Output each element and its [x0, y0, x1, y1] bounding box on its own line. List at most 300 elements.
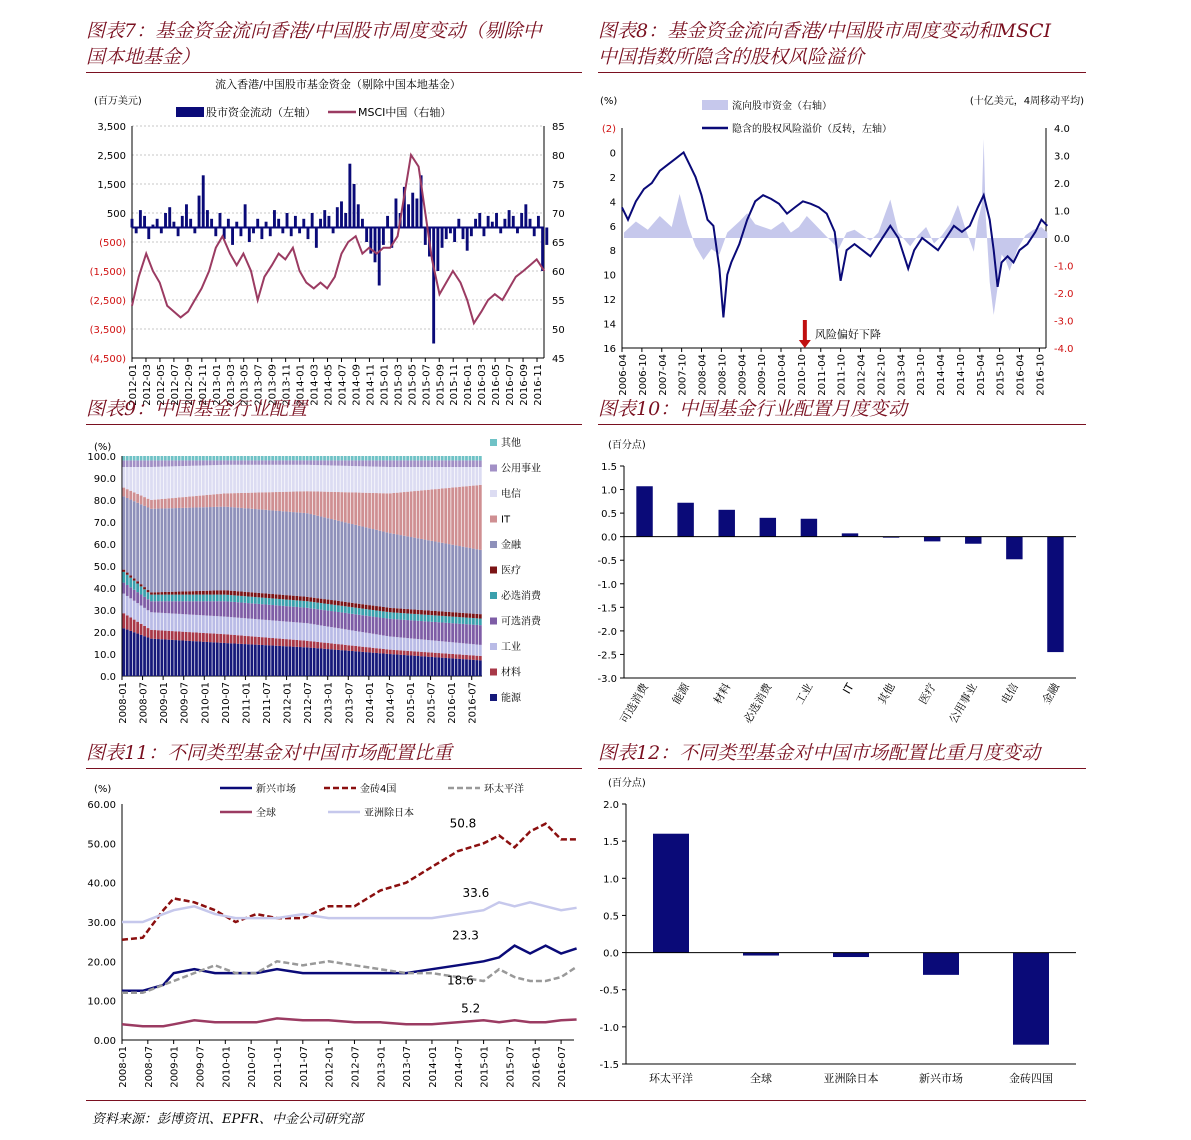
fig9-bar-84-0	[413, 656, 416, 676]
fig9-bar-52-2	[302, 623, 305, 641]
fig9-bar-78-8	[392, 467, 395, 493]
fig9-bar-47-2	[285, 622, 288, 640]
fig9-bar-49-2	[292, 622, 295, 640]
fig9-bar-54-8	[309, 465, 312, 491]
fig9-bar-33-3	[237, 602, 240, 617]
fig9-bar-29-3	[223, 601, 226, 616]
fig9-bar-6-3	[143, 597, 146, 608]
fig9-bar-54-10	[309, 456, 312, 460]
fig9-bar-50-9	[295, 460, 298, 464]
fig9-bar-43-9	[271, 460, 274, 464]
fig7-flow-bar-70	[424, 228, 427, 245]
fig9-bar-26-5	[212, 591, 215, 595]
fig9-bar-4-4	[136, 583, 139, 592]
fig9-bar-34-3	[240, 603, 243, 618]
fig9-bar-101-7	[472, 486, 475, 549]
fig11-xlabel-13: 2014-07	[453, 1046, 465, 1088]
fig10-ylabel-1: 1.0	[601, 485, 617, 497]
fig9-bar-61-4	[334, 605, 337, 612]
fig11-legend-label-3: 全球	[256, 808, 276, 819]
fig9-bar-38-4	[254, 597, 257, 604]
fig9-bar-71-4	[368, 610, 371, 617]
fig9-bar-73-5	[375, 606, 378, 610]
fig9-bar-30-4	[226, 595, 229, 602]
fig9-bar-23-7	[202, 495, 205, 507]
fig9-bar-23-9	[202, 460, 205, 465]
fig9-bar-41-7	[264, 492, 267, 510]
fig9-bar-2-6	[129, 500, 132, 576]
fig9-bar-57-10	[320, 456, 323, 460]
fig9-bar-87-3	[424, 621, 427, 639]
fig11-xlabel-15: 2015-07	[505, 1046, 517, 1088]
fig9-bar-14-8	[171, 466, 174, 498]
fig9-bar-33-1	[237, 635, 240, 643]
fig11-xlabel-14: 2015-01	[479, 1046, 491, 1088]
fig7-flow-bar-27	[244, 204, 247, 227]
fig9-bar-100-6	[469, 548, 472, 613]
fig9-bar-80-9	[399, 460, 402, 467]
fig9-bar-33-6	[237, 508, 240, 592]
fig11-value-label-0: 50.8	[449, 816, 477, 831]
fig9-bar-97-7	[458, 487, 461, 546]
fig9-bar-3-0	[133, 632, 136, 676]
fig9-bar-3-3	[133, 590, 136, 601]
fig9-bar-65-1	[347, 645, 350, 650]
fig11-xlabel-7: 2011-07	[298, 1046, 310, 1088]
fig9-bar-9-0	[154, 639, 157, 676]
fig9-bar-47-10	[285, 456, 288, 460]
fig9-bar-37-4	[250, 597, 253, 604]
fig9-bar-64-4	[344, 606, 347, 613]
fig9-bar-29-7	[223, 493, 226, 506]
fig9-bar-35-2	[244, 618, 247, 636]
fig9-legend-swatch-2	[490, 490, 497, 497]
fig9-bar-36-6	[247, 508, 250, 592]
fig9-bar-34-8	[240, 465, 243, 493]
fig9-bar-21-2	[195, 615, 198, 633]
fig9-bar-39-7	[257, 492, 260, 509]
fig9-xlabel-6: 2011-01	[241, 682, 253, 724]
fig9-bar-12-2	[164, 613, 167, 631]
fig9-bar-58-4	[323, 604, 326, 611]
fig9-bar-1-7	[126, 489, 129, 498]
fig9-bar-19-10	[188, 456, 191, 460]
fig9-bar-11-4	[160, 595, 163, 602]
fig9-bar-61-8	[334, 466, 337, 492]
fig9-bar-55-3	[313, 609, 316, 625]
fig9-bar-56-10	[316, 456, 319, 460]
fig9-bar-28-2	[219, 616, 222, 634]
fig7-xlabel-22: 2015-09	[435, 364, 447, 406]
fig9-bar-86-0	[420, 656, 423, 676]
fig9-bar-91-8	[437, 467, 440, 489]
fig11-legend-label-2: 环太平洋	[484, 784, 524, 795]
fig9-bar-21-3	[195, 601, 198, 615]
fig9-bar-25-1	[209, 633, 212, 642]
fig9-bar-2-7	[129, 491, 132, 500]
fig7-ylabel-left-7: (3,500)	[89, 325, 126, 336]
fig9-bar-50-4	[295, 600, 298, 607]
fig9-ylabel-4: 40.0	[93, 584, 116, 595]
fig9-bar-58-1	[323, 643, 326, 649]
fig9-bar-72-8	[372, 467, 375, 493]
fig9-bar-52-9	[302, 460, 305, 464]
fig9-bar-51-8	[299, 465, 302, 492]
fig9-bar-44-4	[275, 599, 278, 606]
fig7-flow-bar-20	[214, 228, 217, 237]
fig9-bar-46-1	[282, 639, 285, 646]
fig9-bar-75-4	[382, 611, 385, 618]
fig12-ylabel-3: 0.5	[603, 911, 619, 923]
fig9-bar-99-4	[465, 618, 468, 625]
fig9-bar-48-9	[289, 460, 292, 464]
fig9-bar-92-0	[441, 658, 444, 676]
fig7-flow-bar-34	[273, 210, 276, 227]
fig9-bar-11-6	[160, 508, 163, 592]
fig9-bar-75-3	[382, 618, 385, 635]
fig9-bar-70-7	[365, 493, 368, 528]
fig9-bar-48-8	[289, 465, 292, 492]
fig9-bar-18-2	[185, 614, 188, 632]
fig9-bar-75-1	[382, 649, 385, 654]
fig7-flow-bar-85	[487, 216, 490, 228]
fig9-bar-43-5	[271, 594, 274, 598]
fig10-ylabel-0: 1.5	[601, 462, 617, 473]
fig9-bar-0-5	[122, 570, 125, 572]
fig9-bar-15-0	[174, 640, 177, 676]
fig9-bar-61-5	[334, 601, 337, 605]
fig9-bar-93-6	[444, 543, 447, 611]
fig9-ylabel-9: 90.0	[93, 474, 116, 485]
fig9-bar-8-5	[150, 592, 153, 594]
fig9-bar-68-2	[358, 632, 361, 647]
fig9-bar-11-9	[160, 460, 163, 466]
fig9-bar-78-0	[392, 654, 395, 676]
fig9-bar-29-10	[223, 456, 226, 460]
fig9-bar-31-10	[230, 456, 233, 460]
fig9-bar-46-6	[282, 511, 285, 595]
fig9-bar-9-3	[154, 601, 157, 612]
fig9-bar-30-10	[226, 456, 229, 460]
fig9-bar-4-0	[136, 634, 139, 676]
fig9-bar-85-3	[417, 621, 420, 639]
fig9-bar-48-10	[289, 456, 292, 460]
fig9-bar-36-7	[247, 493, 250, 509]
fig9-bar-14-3	[171, 601, 174, 613]
fig7-flow-bar-49	[336, 207, 339, 227]
fig9-bar-80-6	[399, 535, 402, 608]
fig9-bar-22-9	[199, 460, 202, 465]
fig9-bar-70-6	[365, 527, 368, 604]
fig9-bar-12-9	[164, 460, 167, 466]
fig9-bar-91-4	[437, 616, 440, 623]
fig9-bar-78-2	[392, 637, 395, 650]
fig9-bar-21-10	[195, 456, 198, 460]
fig7-ylabel-right-6: 55	[552, 296, 565, 307]
fig9-bar-100-1	[469, 655, 472, 659]
fig9-bar-2-5	[129, 575, 132, 577]
fig7-xlabel-28: 2016-09	[519, 364, 531, 406]
fig7-ylabel-left-3: 500	[106, 209, 126, 220]
fig9-bar-85-5	[417, 610, 420, 614]
fig9-bar-17-8	[181, 466, 184, 497]
fig11-xlabel-2: 2009-01	[169, 1046, 181, 1088]
fig9-bar-32-2	[233, 617, 236, 635]
fig9-bar-15-4	[174, 595, 177, 602]
fig7-ylabel-right-2: 75	[552, 180, 565, 191]
fig9-bar-57-2	[320, 625, 323, 642]
fig9-xlabel-5: 2010-07	[220, 682, 232, 724]
fig9-bar-18-3	[185, 601, 188, 614]
fig9-bar-49-1	[292, 640, 295, 647]
fig9-legend-swatch-1	[490, 465, 497, 472]
fig9-bar-28-7	[219, 494, 222, 507]
fig9-legend-label-5: 医疗	[501, 565, 521, 577]
fig9-bar-69-10	[361, 456, 364, 460]
fig9-bar-92-5	[441, 611, 444, 615]
fig9-bar-0-0	[122, 628, 125, 676]
fig9-bar-54-1	[309, 641, 312, 648]
fig9-bar-52-7	[302, 491, 305, 513]
fig9-bar-72-3	[372, 617, 375, 634]
fig7-flow-bar-96	[533, 228, 536, 237]
fig7-flow-bar-91	[512, 216, 515, 228]
fig9-bar-8-2	[150, 612, 153, 630]
fig9-bar-49-6	[292, 512, 295, 596]
fig9-bar-50-1	[295, 640, 298, 647]
fig9-bar-85-2	[417, 639, 420, 652]
fig9-bar-16-2	[178, 614, 181, 632]
fig10-ylabel-8: -2.5	[597, 650, 617, 662]
fig9-bar-30-8	[226, 465, 229, 494]
fig8-ylabel-left-9: 16	[603, 344, 616, 355]
fig9-bar-69-3	[361, 615, 364, 632]
fig9-bar-91-10	[437, 456, 440, 460]
fig8-xlabel-12: 2012-04	[856, 354, 868, 396]
fig8-ylabel-right-6: -2.0	[1054, 289, 1074, 300]
fig9-bar-27-1	[216, 634, 219, 643]
fig9-bar-29-8	[223, 465, 226, 494]
fig12-ylabel-2: 1.0	[603, 874, 619, 886]
fig9-bar-12-0	[164, 639, 167, 676]
fig9-bar-35-8	[244, 465, 247, 493]
fig9-bar-0-7	[122, 488, 125, 497]
fig9-bar-5-8	[140, 467, 143, 496]
fig9-bar-8-10	[150, 456, 153, 460]
fig7-ylabel-left-0: 3,500	[97, 122, 126, 133]
fig9-bar-89-3	[430, 622, 433, 641]
fig9-bar-76-0	[385, 654, 388, 676]
fig9-bar-99-0	[465, 659, 468, 676]
fig9-bar-33-2	[237, 618, 240, 636]
fig9-bar-48-6	[289, 512, 292, 596]
fig9-bar-100-7	[469, 486, 472, 548]
fig12-bar-3	[923, 953, 959, 975]
fig9-bar-17-1	[181, 632, 184, 641]
fig9-bar-67-5	[354, 603, 357, 607]
fig9-bar-14-4	[171, 595, 174, 602]
fig9-ylabel-7: 70.0	[93, 518, 116, 529]
fig9-bar-61-1	[334, 644, 337, 650]
fig8-left-unit: (%)	[600, 96, 618, 107]
fig9-bar-30-9	[226, 460, 229, 464]
fig9-bar-13-5	[167, 592, 170, 595]
fig9-bar-74-1	[379, 649, 382, 654]
fig9-bar-59-3	[327, 611, 330, 627]
fig9-bar-102-6	[475, 549, 478, 614]
fig9-bar-81-6	[403, 536, 406, 609]
fig7-ylabel-left-8: (4,500)	[89, 354, 126, 365]
fig8-ylabel-left-7: 12	[603, 295, 616, 307]
fig9-bar-46-0	[282, 646, 285, 676]
fig9-bar-45-3	[278, 606, 281, 621]
fig9-bar-75-7	[382, 493, 385, 531]
fig9-bar-7-0	[147, 638, 150, 676]
fig9-legend-label-3: IT	[501, 514, 511, 526]
fig9-bar-16-5	[178, 592, 181, 595]
fig10-xlabel-6: 其他	[875, 681, 898, 707]
fig9-bar-82-4	[406, 613, 409, 620]
fig9-bar-23-1	[202, 633, 205, 642]
fig9-bar-60-0	[330, 649, 333, 676]
fig9-bar-84-10	[413, 456, 416, 460]
fig9-bar-27-8	[216, 465, 219, 494]
fig9-bar-8-0	[150, 639, 153, 676]
fig9-bar-82-3	[406, 620, 409, 638]
fig9-bar-20-3	[192, 601, 195, 615]
fig9-bar-58-5	[323, 599, 326, 603]
fig9-bar-26-8	[212, 465, 215, 494]
fig9-bar-62-5	[337, 601, 340, 605]
fig9-bar-55-4	[313, 602, 316, 609]
fig9-bar-98-3	[462, 624, 465, 643]
fig9-bar-86-6	[420, 539, 423, 610]
fig7-flow-bar-72	[432, 228, 435, 344]
fig9-bar-83-1	[410, 651, 413, 655]
fig9-bar-66-1	[351, 646, 354, 651]
fig9-bar-96-3	[455, 623, 458, 642]
fig9-bar-93-2	[444, 642, 447, 654]
fig12-ylabel-1: 1.5	[603, 837, 619, 849]
fig9-legend-label-8: 工业	[501, 642, 521, 653]
fig9-bar-96-8	[455, 467, 458, 487]
fig7-flow-bar-53	[353, 184, 356, 228]
fig7-flow-bar-2	[139, 210, 142, 227]
fig9-bar-44-8	[275, 465, 278, 492]
fig10-bar-1	[677, 503, 693, 537]
fig9-bar-0-9	[122, 460, 125, 467]
fig9-bar-67-7	[354, 492, 357, 524]
fig9-bar-68-8	[358, 466, 361, 492]
fig7-flow-bar-45	[319, 219, 322, 228]
fig9-bar-91-9	[437, 460, 440, 467]
fig9-bar-102-7	[475, 485, 478, 549]
fig9-bar-67-1	[354, 646, 357, 651]
fig9-bar-93-10	[444, 456, 447, 460]
fig9-bar-36-2	[247, 618, 250, 636]
fig9-bar-12-1	[164, 631, 167, 640]
fig7-flow-bar-95	[529, 219, 532, 228]
fig9-bar-95-9	[451, 460, 454, 467]
fig9-bar-63-3	[340, 612, 343, 628]
fig9-bar-76-4	[385, 612, 388, 619]
fig9-bar-63-1	[340, 645, 343, 651]
fig9-bar-44-3	[275, 605, 278, 620]
fig9-bar-53-0	[306, 647, 309, 676]
fig9-bar-85-0	[417, 656, 420, 676]
fig9-bar-82-6	[406, 536, 409, 609]
fig9-bar-92-1	[441, 653, 444, 657]
fig9-bar-29-9	[223, 460, 226, 464]
fig7-flow-bar-28	[248, 228, 251, 243]
fig9-bar-28-10	[219, 456, 222, 460]
fig9-xlabel-7: 2011-07	[262, 682, 273, 724]
fig9-bar-45-6	[278, 511, 281, 595]
fig9-bar-61-6	[334, 520, 337, 601]
fig9-bar-9-2	[154, 612, 157, 630]
fig9-bar-101-9	[472, 460, 475, 467]
fig9-bar-49-7	[292, 492, 295, 513]
fig9-bar-7-3	[147, 599, 150, 610]
fig7-flow-bar-90	[508, 210, 511, 227]
fig9-bar-94-10	[448, 456, 451, 460]
fig9-bar-38-0	[254, 645, 257, 676]
fig9-bar-21-9	[195, 460, 198, 465]
fig9-bar-78-5	[392, 608, 395, 612]
fig9-bar-26-2	[212, 616, 215, 634]
fig9-bar-4-8	[136, 467, 139, 494]
fig9-bar-80-1	[399, 650, 402, 654]
fig9-bar-30-7	[226, 493, 229, 506]
fig9-bar-55-2	[313, 624, 316, 641]
fig9-bar-67-8	[354, 466, 357, 492]
fig12-panel	[598, 740, 1086, 1100]
fig9-bar-99-10	[465, 456, 468, 460]
fig9-bar-100-3	[469, 624, 472, 643]
fig9-bar-85-9	[417, 460, 420, 467]
fig9-bar-61-2	[334, 628, 337, 644]
fig9-bar-91-1	[437, 653, 440, 657]
fig11-ylabel-0: 0.00	[93, 1036, 116, 1047]
fig9-bar-21-5	[195, 591, 198, 595]
fig9-bar-48-2	[289, 622, 292, 640]
fig9-bar-33-9	[237, 460, 240, 464]
fig9-bar-95-2	[451, 642, 454, 654]
fig9-bar-15-7	[174, 498, 177, 508]
fig9-bar-36-1	[247, 636, 250, 644]
fig9-bar-31-6	[230, 507, 233, 591]
fig9-bar-94-4	[448, 616, 451, 623]
fig9-bar-35-4	[244, 596, 247, 603]
fig9-bar-7-6	[147, 507, 150, 590]
fig9-bar-19-1	[188, 632, 191, 641]
fig9-bar-35-3	[244, 603, 247, 618]
fig10-xlabel-1: 能源	[669, 681, 693, 707]
fig9-bar-38-8	[254, 465, 257, 493]
fig9-bar-12-4	[164, 595, 167, 602]
fig9-bar-47-9	[285, 460, 288, 464]
fig9-bar-71-1	[368, 647, 371, 652]
fig9-bar-39-3	[257, 604, 260, 619]
fig9-bar-60-1	[330, 643, 333, 649]
fig9-bar-102-4	[475, 618, 478, 625]
fig8-ylabel-left-5: 8	[609, 246, 616, 258]
fig9-bar-17-4	[181, 595, 184, 602]
fig9-bar-21-1	[195, 633, 198, 642]
fig9-bar-25-7	[209, 495, 212, 507]
fig7-xlabel-3: 2012-07	[169, 364, 181, 406]
fig7-flow-bar-61	[386, 216, 389, 228]
